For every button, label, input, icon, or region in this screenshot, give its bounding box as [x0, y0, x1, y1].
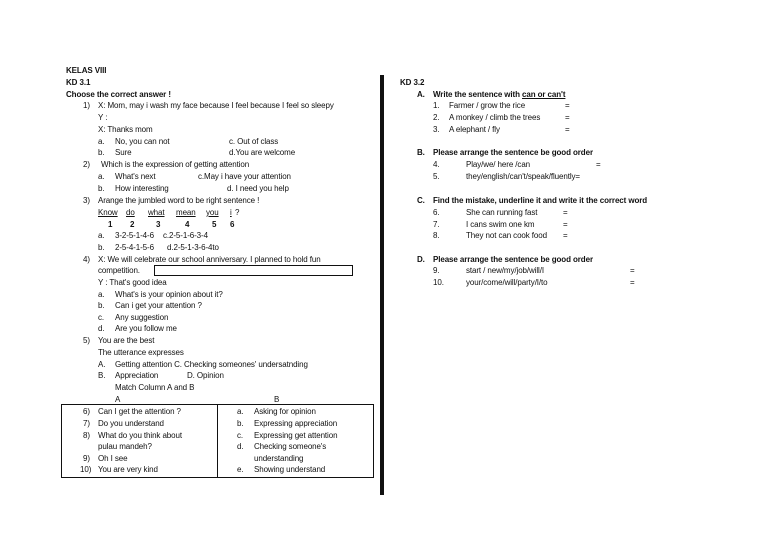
section-d-letter: D.: [417, 255, 425, 264]
d-item-eq: =: [630, 266, 635, 275]
q4-option-a: What's is your opinion about it?: [115, 290, 223, 299]
q2-option-a: What's next: [115, 172, 156, 181]
a-item-num: 1.: [433, 101, 440, 110]
match-b-item: Checking someone's: [254, 442, 327, 451]
c-item-num: 6.: [433, 208, 440, 217]
a-item-text: A elephant / fly: [449, 125, 500, 134]
match-a-item: Oh I see: [98, 454, 128, 463]
c-item-eq: =: [563, 220, 568, 229]
q2-option-a-letter: a.: [98, 172, 105, 181]
section-b-letter: B.: [417, 148, 425, 157]
match-b-item: Asking for opinion: [254, 407, 316, 416]
q3-option-b: 2-5-4-1-5-6: [115, 243, 154, 252]
section-b-title: Please arrange the sentence be good order: [433, 148, 593, 157]
match-a-num: 6): [83, 407, 90, 416]
q3-num-1: 1: [108, 220, 113, 229]
match-col-a-header: A: [115, 395, 121, 404]
q2-text: Which is the expression of getting attention: [101, 160, 250, 169]
d-item-eq: =: [630, 278, 635, 287]
q1-option-b-letter: b.: [98, 148, 105, 157]
q3-word-5: you: [206, 208, 219, 217]
section-d-title: Please arrange the sentence be good order: [433, 255, 593, 264]
c-item-eq: =: [563, 231, 568, 240]
q5-option-B: Appreciation: [115, 371, 159, 380]
match-a-item: pulau mandeh?: [98, 442, 152, 451]
match-b-letter: d.: [237, 442, 244, 451]
q4-x-line-2: competition.: [98, 266, 140, 275]
q5-text-2: The utterance expresses: [98, 348, 184, 357]
q4-option-b-letter: b.: [98, 301, 105, 310]
section-a-letter: A.: [417, 90, 425, 99]
q1-option-b: Sure: [115, 148, 132, 157]
q4-option-a-letter: a.: [98, 290, 105, 299]
match-table-divider: [217, 404, 218, 477]
q3-word-4: mean: [176, 208, 196, 217]
match-b-item: Expressing appreciation: [254, 419, 338, 428]
d-item-text: start / new/my/job/will/I: [466, 266, 544, 275]
match-a-num: 7): [83, 419, 90, 428]
q5-text: You are the best: [98, 336, 155, 345]
q3-num-2: 2: [130, 220, 135, 229]
match-b-letter: a.: [237, 407, 244, 416]
q1-x-line: X: Mom, may i wash my face because I feel because I feel so sleepy: [98, 101, 334, 110]
q2-number: 2): [83, 160, 90, 169]
a-item-text: A monkey / climb the trees: [449, 113, 541, 122]
match-a-num: 10): [80, 465, 92, 474]
q1-number: 1): [83, 101, 90, 110]
q4-option-d: Are you follow me: [115, 324, 177, 333]
kd-heading-left: KD 3.1: [66, 78, 91, 87]
q5-option-A-letter: A.: [98, 360, 106, 369]
q3-option-a-letter: a.: [98, 231, 105, 240]
match-a-item: Can I get the attention ?: [98, 407, 181, 416]
match-a-num: 9): [83, 454, 90, 463]
q3-num-6: 6: [230, 220, 235, 229]
q5-option-A-C: Getting attention C. Checking someones' undersatnding: [115, 360, 308, 369]
q5-option-B-letter: B.: [98, 371, 106, 380]
q5-option-D: D. Opinion: [187, 371, 224, 380]
a-item-eq: =: [565, 113, 570, 122]
q4-x-line: X: We will celebrate our school anniversary. I planned to hold fun: [98, 255, 321, 264]
q3-word-6: i: [230, 208, 232, 217]
q3-num-4: 4: [185, 220, 190, 229]
q3-option-a: 3-2-5-1-4-6: [115, 231, 154, 240]
q4-y-line: Y : That's good idea: [98, 278, 167, 287]
q2-option-d: d. I need you help: [227, 184, 289, 193]
q1-x2-line: X: Thanks mom: [98, 125, 153, 134]
q2-option-b: How interesting: [115, 184, 169, 193]
a-item-eq: =: [565, 101, 570, 110]
match-a-item: What do you think about: [98, 431, 182, 440]
b-item-num: 5.: [433, 172, 440, 181]
d-item-num: 10.: [433, 278, 444, 287]
column-divider: [380, 75, 384, 495]
instruction: Choose the correct answer !: [66, 90, 171, 99]
match-title: Match Column A and B: [115, 383, 195, 392]
c-item-text: She can running fast: [466, 208, 538, 217]
c-item-text: I cans swim one km: [466, 220, 535, 229]
q4-option-b: Can i get your attention ?: [115, 301, 202, 310]
match-a-item: You are very kind: [98, 465, 158, 474]
q3-text: Arange the jumbled word to be right sentence !: [98, 196, 260, 205]
a-item-num: 2.: [433, 113, 440, 122]
match-b-item: understanding: [254, 454, 304, 463]
d-item-text: your/come/will/party/I/to: [466, 278, 548, 287]
match-col-b-header: B: [274, 395, 280, 404]
match-b-letter: b.: [237, 419, 244, 428]
q3-word-1: Know: [98, 208, 118, 217]
q3-num-3: 3: [156, 220, 161, 229]
q1-y-line: Y :: [98, 113, 108, 122]
q3-word-2: do: [126, 208, 135, 217]
kd-heading-right: KD 3.2: [400, 78, 425, 87]
a-item-eq: =: [565, 125, 570, 134]
q3-number: 3): [83, 196, 90, 205]
match-a-num: 8): [83, 431, 90, 440]
c-item-num: 7.: [433, 220, 440, 229]
q5-number: 5): [83, 336, 90, 345]
q2-option-b-letter: b.: [98, 184, 105, 193]
q1-option-c: c. Out of class: [229, 137, 279, 146]
section-c-letter: C.: [417, 196, 425, 205]
q3-option-b-letter: b.: [98, 243, 105, 252]
q1-option-a-letter: a.: [98, 137, 105, 146]
a-item-num: 3.: [433, 125, 440, 134]
q3-num-5: 5: [212, 220, 217, 229]
section-a-title-underlined: can or can't: [522, 90, 566, 99]
b-item-num: 4.: [433, 160, 440, 169]
q3-word-3: what: [148, 208, 165, 217]
q3-question-mark: ?: [235, 208, 240, 217]
match-b-item: Expressing get attention: [254, 431, 338, 440]
match-b-item: Showing understand: [254, 465, 326, 474]
q3-option-c: c.2-5-1-6-3-4: [163, 231, 208, 240]
d-item-num: 9.: [433, 266, 440, 275]
q1-option-d: d.You are welcome: [229, 148, 296, 157]
section-a-title: Write the sentence with can or can't: [433, 90, 566, 99]
c-item-eq: =: [563, 208, 568, 217]
q4-option-c: Any suggestion: [115, 313, 169, 322]
q2-option-c: c.May i have your attention: [198, 172, 291, 181]
a-item-text: Farmer / grow the rice: [449, 101, 526, 110]
q4-option-d-letter: d.: [98, 324, 105, 333]
b-item-text: they/english/can't/speak/fluently=: [466, 172, 580, 181]
q4-option-c-letter: c.: [98, 313, 105, 322]
match-b-letter: e.: [237, 465, 244, 474]
q4-answer-box[interactable]: [154, 265, 353, 276]
q1-option-a: No, you can not: [115, 137, 170, 146]
b-item-text: Play/we/ here /can: [466, 160, 531, 169]
c-item-num: 8.: [433, 231, 440, 240]
section-c-title: Find the mistake, underline it and write it the correct word: [433, 196, 648, 205]
match-a-item: Do you understand: [98, 419, 164, 428]
q3-option-d: d.2-5-1-3-6-4to: [167, 243, 219, 252]
b-item-eq: =: [596, 160, 601, 169]
q4-number: 4): [83, 255, 90, 264]
match-b-letter: c.: [237, 431, 244, 440]
grade-heading: KELAS VIII: [66, 66, 107, 75]
c-item-text: They not can cook food: [466, 231, 547, 240]
